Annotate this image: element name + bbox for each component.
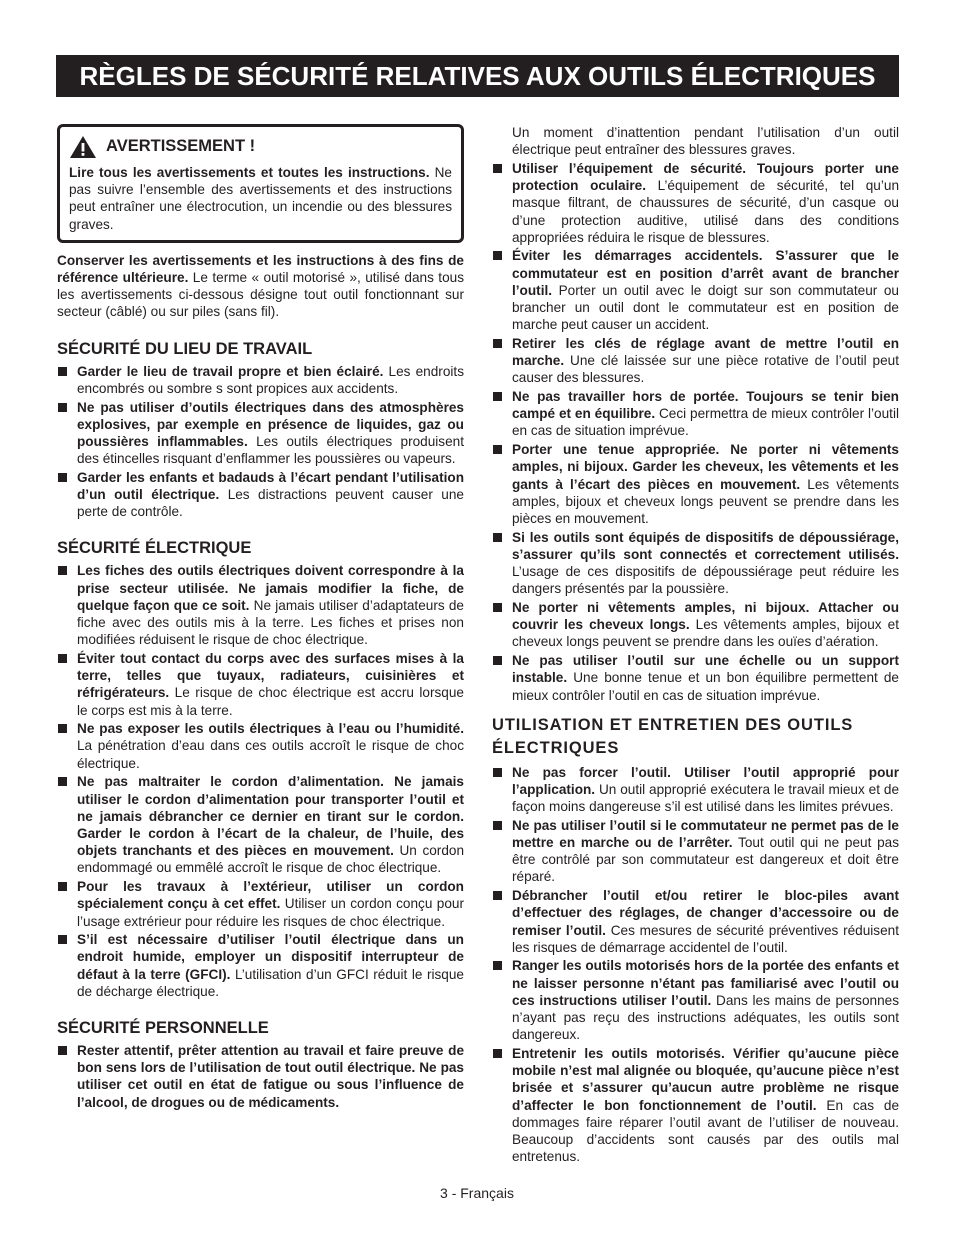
list-item: Ne pas utiliser l’outil sur une échelle ou un support instable. Une bonne tenue et un bon équilibre permettent de mieux contrôler l’outil en cas de situation imprévue. (492, 652, 899, 704)
square-bullet-icon (58, 1046, 67, 1055)
section-heading-personal: SÉCURITÉ PERSONNELLE (57, 1019, 269, 1038)
list-item: Rester attentif, prêter attention au travail et faire preuve de bon sens lors de l’utilisation de tout outil électrique. Ne pas utiliser cet outil en état de fatigue ou sous l’influence de l’alcool, de drogues ou de médicaments. (57, 1042, 464, 1111)
work-area-list (57, 363, 464, 521)
list-item: S’il est nécessaire d’utiliser l’outil électrique dans un endroit humide, employer un dispositif interrupteur de défaut à la terre (GFCI). L’utilisation d’un GFCI réduit le risque de décharge électrique. (57, 931, 464, 1000)
list-item: Éviter tout contact du corps avec des surfaces mises à la terre, telles que tuyaux, radiateurs, cuisinières et réfrigérateurs. Le risque de choc électrique est accru lorsque le corps est mis à la terre. (57, 650, 464, 719)
list-item: Ne pas exposer les outils électriques à l’eau ou l’humidité. La pénétration d’eau dans ces outils accroît le risque de choc électrique. (57, 720, 464, 772)
square-bullet-icon (493, 768, 502, 777)
square-bullet-icon (493, 821, 502, 830)
list-item: Les fiches des outils électriques doivent correspondre à la prise secteur utilisée. Ne jamais modifier la fiche, de quelque façon que ce soit. Ne jamais utiliser d’adaptateurs de fiche avec des outils mis à la terre. Les fiches et prises non modifiées réduisent le risque de choc électrique. (57, 562, 464, 648)
list-item: Ne porter ni vêtements amples, ni bijoux. Attacher ou couvrir les cheveux longs. Les vêtements amples, bijoux et cheveux longs peuvent se prendre dans les ouïes d’aération. (492, 599, 899, 651)
tool-use-list (492, 764, 899, 1166)
list-item: Retirer les clés de réglage avant de mettre l’outil en marche. Une clé laissée sur une pièce rotative de l’outil peut causer des blessures. (492, 335, 899, 387)
square-bullet-icon (493, 656, 502, 665)
section-heading-work-area: SÉCURITÉ DU LIEU DE TRAVAIL (57, 339, 313, 358)
page-title: RÈGLES DE SÉCURITÉ RELATIVES AUX OUTILS ÉLECTRIQUES (56, 55, 899, 97)
square-bullet-icon (58, 654, 67, 663)
list-item: Débrancher l’outil et/ou retirer le bloc-piles avant d’effectuer des réglages, de changer d’accessoire ou de remiser l’outil. Ces mesures de sécurité préventives réduisent les risques de démarrage accidentel de l’outil. (492, 887, 899, 956)
square-bullet-icon (58, 777, 67, 786)
page-footer: 3 - Français (440, 1185, 514, 1201)
warning-title: AVERTISSEMENT ! (106, 137, 256, 156)
square-bullet-icon (58, 935, 67, 944)
list-item: Garder le lieu de travail propre et bien éclairé. Les endroits encombrés ou sombre s sont propices aux accidents. (57, 363, 464, 397)
electrical-list (57, 562, 464, 1000)
square-bullet-icon (58, 473, 67, 482)
right-column (492, 124, 899, 1167)
section-heading-tool-use: UTILISATION ET ENTRETIEN DES OUTILS ÉLECTRIQUES (492, 715, 854, 757)
square-bullet-icon (58, 566, 67, 575)
warning-text: Lire tous les avertissements et toutes les instructions. Ne pas suivre l’ensemble des avertissements et des instructions peut entraîner une électrocution, un incendie ou des blessures graves. (69, 165, 452, 232)
personal-list (57, 1042, 464, 1111)
list-item: Utiliser l’équipement de sécurité. Toujours porter une protection oculaire. L’équipement de sécurité, tel qu’un masque filtrant, de chaussures de sécurité, d’un casque ou d’une protection auditive, utilisé dans des conditions appropriées réduira le risque de blessures. (492, 160, 899, 246)
list-item: Ranger les outils motorisés hors de la portée des enfants et ne laisser personne n’étant pas familiarisé avec l’outil ou ces instructions utiliser l’outil. Dans les mains de personnes n’ayant pas reçu des instructions adéquates, les outils sont dangereux. (492, 957, 899, 1043)
list-item: Éviter les démarrages accidentels. S’assurer que le commutateur est en position d’arrêt avant de brancher l’outil. Porter un outil avec le doigt sur son commutateur ou brancher un outil dont le commutateur est en position de marche peut causer un accident. (492, 247, 899, 333)
square-bullet-icon (58, 367, 67, 376)
list-item: Entretenir les outils motorisés. Vérifier qu’aucune pièce mobile n’est mal alignée ou bloquée, qu’aucune pièce n’est brisée et s’assurer qu’aucun autre problème ne risque d’affecter le bon fonctionnement de l’outil. En cas de dommages faire réparer l’outil avant de l’utiliser de nouveau. Beaucoup d’accidents sont causés par des outils mal entretenus. (492, 1045, 899, 1165)
square-bullet-icon (58, 403, 67, 412)
section-heading-electrical: SÉCURITÉ ÉLECTRIQUE (57, 539, 252, 558)
square-bullet-icon (493, 339, 502, 348)
square-bullet-icon (493, 603, 502, 612)
list-item: Ne pas maltraiter le cordon d’alimentation. Ne jamais utiliser le cordon d’alimentation pour transporter l’outil et ne jamais débrancher ce dernier en tirant sur le cordon. Garder le cordon à l’écart de la chaleur, de l’huile, des objets tranchants et des pièces en mouvement. Un cordon endommagé ou emmêlé accroît le risque de choc électrique. (57, 773, 464, 876)
square-bullet-icon (493, 445, 502, 454)
list-item: Ne pas utiliser l’outil si le commutateur ne permet pas de le mettre en marche ou de l’arrêter. Tout outil qui ne peut pas être contrôlé par son commutateur est dangereux et doit être réparé. (492, 817, 899, 886)
warning-header (69, 135, 452, 159)
square-bullet-icon (493, 164, 502, 173)
list-item: Garder les enfants et badauds à l’écart pendant l’utilisation d’un outil électrique. Les distractions peuvent causer une perte de contrôle. (57, 469, 464, 521)
warning-box (57, 124, 464, 243)
intro-paragraph: Conserver les avertissements et les instructions à des fins de référence ultérieure. Le terme « outil motorisé », utilisé dans tous les avertissements ci-dessous désigne tout outil fonctionnant sur secteur (câblé) ou sur piles (sans fil). (57, 252, 464, 320)
square-bullet-icon (493, 961, 502, 970)
left-column (57, 124, 464, 1112)
square-bullet-icon (493, 533, 502, 542)
personal-list-continued (492, 160, 899, 704)
square-bullet-icon (493, 891, 502, 900)
list-item: Ne pas travailler hors de portée. Toujours se tenir bien campé et en équilibre. Ceci permettra de mieux contrôler l’outil en cas de situation imprévue. (492, 388, 899, 440)
square-bullet-icon (493, 1049, 502, 1058)
warning-triangle-icon (69, 135, 97, 159)
square-bullet-icon (58, 724, 67, 733)
list-item: Pour les travaux à l’extérieur, utiliser un cordon spécialement conçu à cet effet. Utiliser un cordon conçu pour l’usage extrérieur pour réduire les risques de choc électrique. (57, 878, 464, 930)
square-bullet-icon (493, 251, 502, 260)
list-item: Si les outils sont équipés de dispositifs de dépoussiérage, s’assurer qu’ils sont connectés et correctement utilisés. L’usage de ces dispositifs de dépoussiérage peut réduire les dangers présentés par la poussière. (492, 529, 899, 598)
personal-continuation: Un moment d’inattention pendant l’utilisation d’un outil électrique peut entraîner des blessures graves. (512, 125, 899, 158)
square-bullet-icon (493, 392, 502, 401)
list-item: Ne pas utiliser d’outils électriques dans des atmosphères explosives, par exemple en présence de liquides, gaz ou poussières inflammables. Les outils électriques produisent des étincelles risquant d’enflammer les poussières ou vapeurs. (57, 399, 464, 468)
list-item: Ne pas forcer l’outil. Utiliser l’outil approprié pour l’application. Un outil approprié exécutera le travail mieux et de façon moins dangereuse s’il est utilisé dans les limites prévues. (492, 764, 899, 816)
list-item: Porter une tenue appropriée. Ne porter ni vêtements amples, ni bijoux. Garder les cheveux, les vêtements et les gants à l’écart des pièces en mouvement. Les vêtements amples, bijoux et cheveux longs peuvent se prendre dans les pièces en mouvement. (492, 441, 899, 527)
square-bullet-icon (58, 882, 67, 891)
